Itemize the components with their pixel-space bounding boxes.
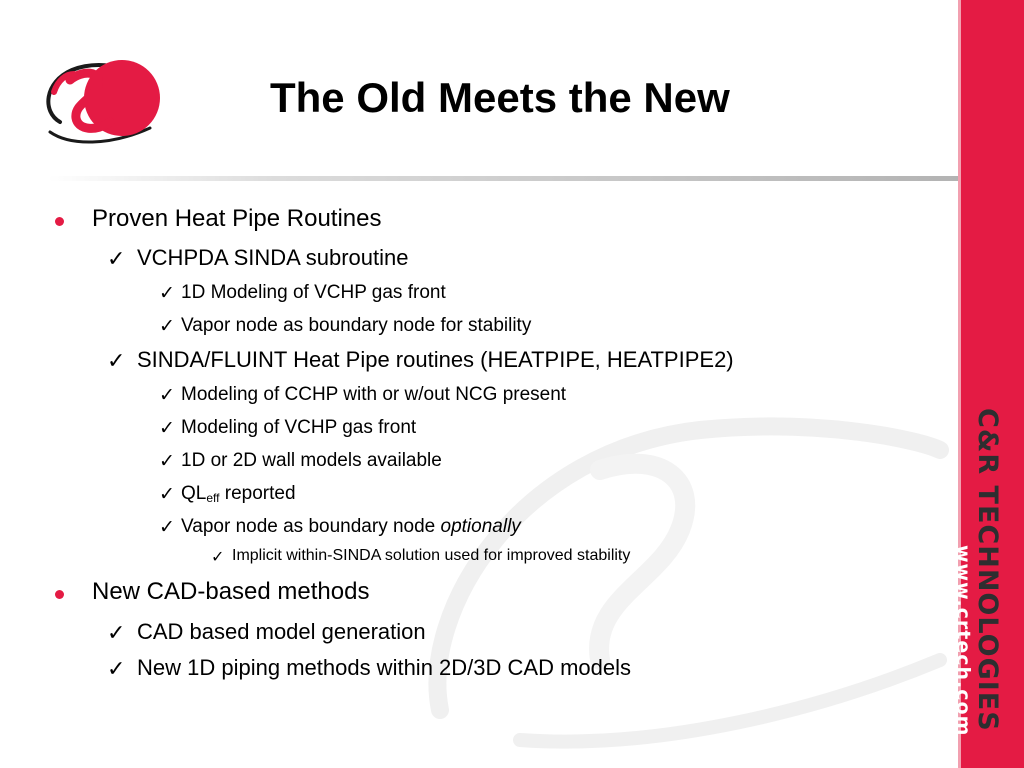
checkmark-icon: ✓ [159,451,175,472]
checkmark-icon: ✓ [107,620,126,645]
optionally-emphasis: optionally [440,516,521,537]
checkmark-icon: ✓ [159,517,175,538]
ql-rest: reported [219,483,296,504]
ql-main: QL [181,483,207,504]
bullet-level3: Modeling of CCHP with or w/out NCG present [181,384,567,405]
bullet-level3-ql-eff [181,483,296,505]
checkmark-icon: ✓ [107,246,126,271]
bullet-level1: Proven Heat Pipe Routines [92,205,382,232]
brand-url: www.crtech.com [952,545,974,737]
vapor-node-text: Vapor node as boundary node [181,516,441,537]
bullet-level3: 1D or 2D wall models available [181,450,442,471]
bullet-level2: CAD based model generation [137,619,426,644]
bullet-level2: SINDA/FLUINT Heat Pipe routines (HEATPIPE, HEATPIPE2) [137,347,734,372]
checkmark-icon: ✓ [159,316,175,337]
brand-name: C&R TECHNOLOGIES [972,408,1003,732]
bullet-level1: New CAD-based methods [92,578,370,605]
bullet-level3: Modeling of VCHP gas front [181,417,417,438]
checkmark-icon: ✓ [107,348,126,373]
checkmark-icon: ✓ [159,418,175,439]
checkmark-icon: ✓ [107,656,126,681]
bullet-dot-icon [55,217,64,226]
bullet-level3: 1D Modeling of VCHP gas front [181,282,446,303]
ql-subscript: eff [206,491,220,505]
checkmark-icon: ✓ [159,283,175,304]
brand-sidebar [952,0,1024,768]
slide-title: The Old Meets the New [270,74,730,121]
bullet-dot-icon [55,590,64,599]
bullet-level2: VCHPDA SINDA subroutine [137,245,409,270]
checkmark-icon: ✓ [159,385,175,406]
checkmark-icon: ✓ [159,484,175,505]
checkmark-icon: ✓ [211,549,225,566]
bullet-level3-optional [181,516,521,538]
bullet-level3: Vapor node as boundary node for stability [181,315,532,336]
bullet-level4: Implicit within-SINDA solution used for improved stability [232,547,631,564]
bullet-level2: New 1D piping methods within 2D/3D CAD models [137,655,631,680]
